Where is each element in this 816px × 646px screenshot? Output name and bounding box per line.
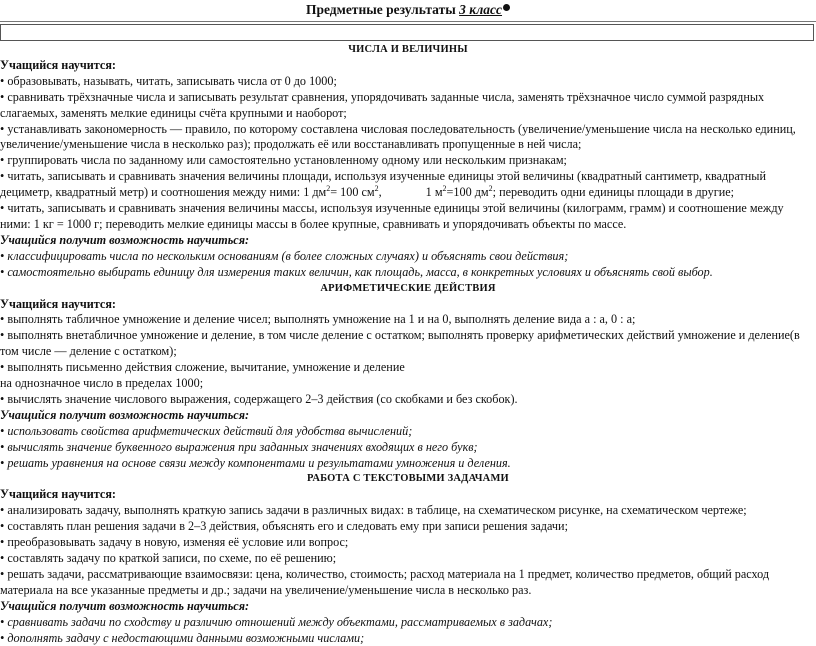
section-title-numbers: ЧИСЛА И ВЕЛИЧИНЫ bbox=[348, 44, 468, 55]
learn-heading: Учащийся научится: bbox=[0, 487, 116, 502]
top-divider bbox=[0, 21, 816, 22]
opportunity-heading: Учащийся получит возможность научиться: bbox=[0, 598, 250, 613]
section-title-word-problems: РАБОТА С ТЕКСТОВЫМИ ЗАДАЧАМИ bbox=[307, 473, 509, 485]
list-item: • сравнивать задачи по сходству и различию отношений между объектами, рассматриваемых в задачах; bbox=[0, 614, 553, 629]
page-title-text: Предметные результаты bbox=[305, 2, 456, 17]
list-item: • сравнивать трёхзначные числа и записывать результат сравнения, упорядочивать заданные числа, заменять трёхзначное число суммой разрядных слагаемых, заменять мелкие единицы счёта крупными и наоборот; bbox=[0, 89, 765, 120]
list-item: • дополнять задачу с недостающими данными возможными числами; bbox=[0, 630, 365, 645]
learn-heading: Учащийся научится: bbox=[0, 57, 116, 72]
grade-label: 3 класс bbox=[459, 2, 503, 17]
list-item: • составлять задачу по краткой записи, по схеме, по её решению; bbox=[0, 551, 337, 565]
list-item: • вычислять значение числового выражения, содержащего 2–3 действия (со скобками и без скобок). bbox=[0, 391, 518, 406]
list-item: • преобразовывать задачу в новую, изменяя её условие или вопрос; bbox=[0, 535, 349, 550]
document-body bbox=[0, 42, 816, 646]
list-item: • решать уравнения на основе связи между компонентами и результатами умножения и деления. bbox=[0, 455, 511, 470]
list-item: • решать задачи, рассматривающие взаимосвязи: цена, количество, стоимость; расход материала на 1 предмет, количество предметов, общий расход материала на все указанные предметы и др.; задачи на увеличение/уменьшение числа в несколько раз. bbox=[0, 566, 770, 597]
bullet-dot-icon bbox=[503, 4, 510, 11]
list-item: • использовать свойства арифметических действий для удобства вычислений; bbox=[0, 423, 413, 438]
opportunity-heading: Учащийся получит возможность научиться: bbox=[0, 232, 250, 247]
opportunity-heading: Учащийся получит возможность научиться: bbox=[0, 407, 250, 422]
list-item: • вычислять значение буквенного выражения при заданных значениях входящих в него букв; bbox=[0, 439, 478, 454]
list-item: • анализировать задачу, выполнять краткую запись задачи в различных видах: в таблице, на схематическом рисунке, на схематическом чертеже; bbox=[0, 503, 747, 518]
list-item-area-units: • читать, записывать и сравнивать значения величины площади, используя изученные единицы этой величины (квадратный сантиметр, квадратный дециметр, квадратный метр) и соотношения между ними: 1 $дм^2= 100$ $см^2$, 1 $м^2=100$ $дм^2$; переводить одни единицы площади в другие; bbox=[0, 169, 766, 200]
page-title bbox=[0, 2, 816, 18]
list-item: • выполнять внетабличное умножение и деление, в том числе деление с остатком; выполнять проверку арифметических действий умножение и деление(в том числе — деление с остатком); bbox=[0, 328, 800, 359]
learn-heading: Учащийся научится: bbox=[0, 296, 116, 311]
empty-table-row bbox=[0, 24, 814, 41]
list-item: • выполнять табличное умножение и деление чисел; выполнять умножение на 1 и на 0, выполнять деление вида a : a, 0 : a; bbox=[0, 312, 636, 327]
list-item: • читать, записывать и сравнивать значения величины массы, используя изученные единицы этой величины (килограмм, грамм) и соотношение между ними: 1 кг = 1000 г; переводить мелкие единицы массы в более крупные, сравнивать и упорядочивать объекты по массе. bbox=[0, 201, 784, 231]
list-item: • выполнять письменно действия сложение, вычитание, умножение и деление bbox=[0, 360, 405, 375]
list-item: • самостоятельно выбирать единицу для измерения таких величин, как площадь, масса, в конкретных условиях и объяснять свой выбор. bbox=[0, 264, 713, 279]
list-item: на однозначное число в пределах 1000; bbox=[0, 376, 204, 391]
list-item: • классифицировать числа по нескольким основаниям (в более сложных случаях) и объяснять свои действия; bbox=[0, 248, 569, 263]
list-item: • составлять план решения задачи в 2–3 действия, объяснять его и следовать ему при записи решения задачи; bbox=[0, 519, 568, 534]
section-title-arithmetic: АРИФМЕТИЧЕСКИЕ ДЕЙСТВИЯ bbox=[320, 282, 496, 294]
list-item: • группировать числа по заданному или самостоятельно установленному одному или нескольким признакам; bbox=[0, 153, 567, 168]
list-item: • устанавливать закономерность — правило, по которому составлена числовая последовательность (увеличение/уменьшение числа на несколько единиц, увеличение/уменьшение числа в несколько раз); продолжать её или восстанавливать пропущенные в ней числа; bbox=[0, 121, 796, 152]
list-item: • образовывать, называть, читать, записывать числа от 0 до 1000; bbox=[0, 73, 337, 88]
